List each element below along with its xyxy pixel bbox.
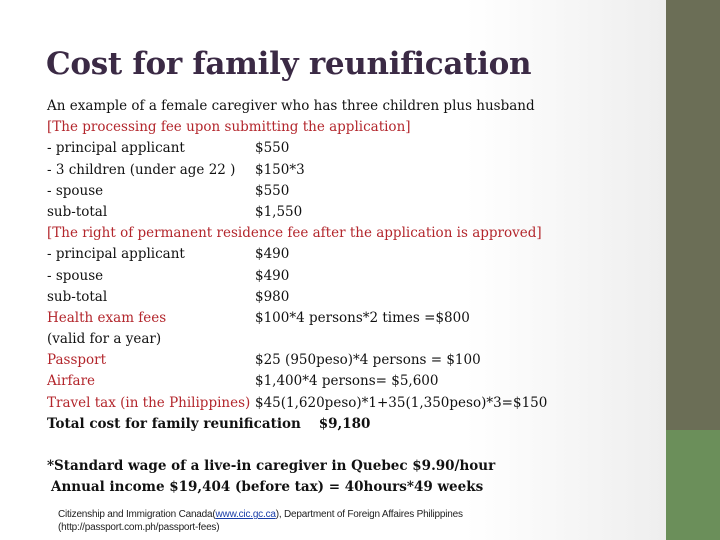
row-value: $1,550: [255, 203, 303, 220]
standard-wage-text: *Standard wage of a live-in caregiver in Quebec $9.90/hour: [47, 458, 496, 474]
sidebar-decoration-top: [666, 0, 720, 430]
row-value: $980: [255, 288, 290, 305]
processing-row: [47, 160, 657, 181]
slide-title: Cost for family reunification: [46, 46, 532, 82]
row-label: - spouse: [47, 182, 104, 199]
citation-suffix: ), Department of Foreign Affaires Philippines: [275, 509, 463, 520]
citation-prefix: Citizenship and Immigration Canada(: [58, 509, 216, 520]
row-label: - principal applicant: [47, 246, 185, 263]
processing-row: [47, 202, 657, 223]
total-value: $9,180: [318, 415, 371, 432]
cost-breakdown: [47, 96, 657, 435]
residence-row: [47, 244, 657, 265]
travel-tax-value: $45(1,620peso)*1+35(1,350peso)*3=$150: [255, 394, 548, 411]
airfare-label: Airfare: [47, 373, 96, 390]
row-label: - spouse: [47, 267, 104, 284]
row-label: sub-total: [47, 288, 108, 305]
citation-line-1: [58, 508, 463, 521]
row-value: $490: [255, 246, 290, 263]
cic-link[interactable]: www.cic.gc.ca: [215, 509, 276, 520]
row-value: $550: [255, 140, 290, 157]
passport-row: [47, 350, 657, 371]
passport-value: $25 (950peso)*4 persons = $100: [255, 352, 481, 369]
health-exam-row: [47, 308, 657, 329]
citation-line-2: (http://passport.com.ph/passport-fees): [58, 522, 220, 533]
row-label: - principal applicant: [47, 140, 185, 157]
residence-fee-header: [The right of permanent residence fee after the application is approved]: [47, 225, 542, 242]
row-value: $150*3: [255, 161, 305, 178]
residence-row: [47, 266, 657, 287]
processing-fee-header: [The processing fee upon submitting the application]: [47, 119, 411, 136]
processing-row: [47, 181, 657, 202]
residence-row: [47, 287, 657, 308]
processing-row: [47, 138, 657, 159]
health-exam-value: $100*4 persons*2 times =$800: [255, 309, 470, 326]
travel-tax-label: Travel tax (in the Philippines): [47, 394, 251, 411]
passport-label: Passport: [47, 352, 107, 369]
health-exam-note: (valid for a year): [47, 331, 162, 348]
health-exam-label: Health exam fees: [47, 309, 167, 326]
airfare-value: $1,400*4 persons= $5,600: [255, 373, 439, 390]
annual-income-text: Annual income $19,404 (before tax) = 40hours*49 weeks: [51, 479, 484, 495]
sidebar-decoration-bottom: [666, 430, 720, 540]
airfare-row: [47, 371, 657, 392]
travel-tax-row: [47, 393, 657, 414]
intro-text: An example of a female caregiver who has three children plus husband: [47, 98, 535, 114]
source-citation: [58, 508, 463, 534]
total-row: [47, 414, 657, 435]
row-value: $490: [255, 267, 290, 284]
row-value: $550: [255, 182, 290, 199]
total-label: Total cost for family reunification: [47, 415, 301, 432]
row-label: - 3 children (under age 22 ): [47, 161, 236, 178]
wage-note: [47, 456, 495, 498]
row-label: sub-total: [47, 203, 108, 220]
